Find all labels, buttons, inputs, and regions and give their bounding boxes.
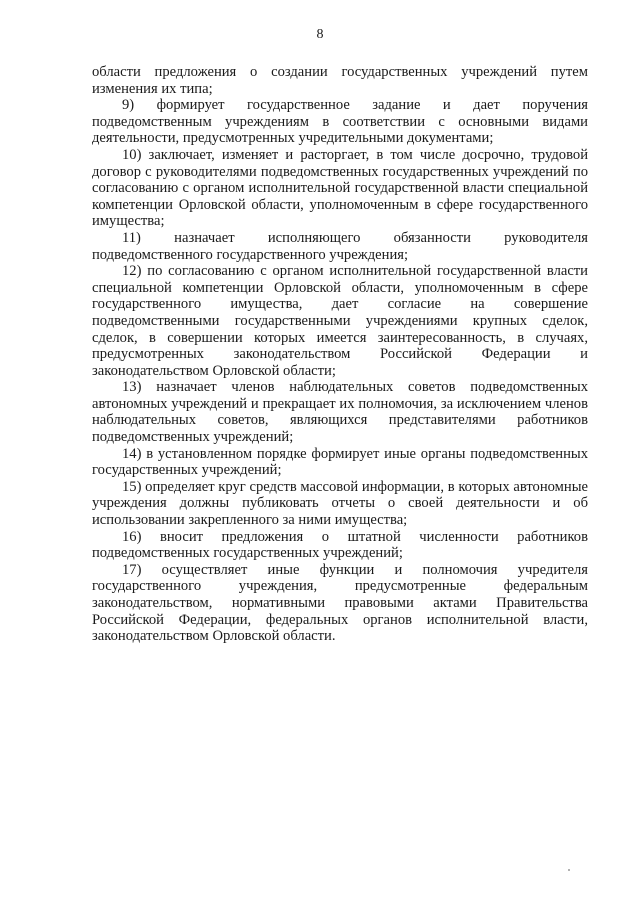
paragraph-item-17: 17) осуществляет иные функции и полномочия учредителя государственного учреждения, предусмотренные федеральным законодательством, нормативными правовыми актами Правительства Российской Федерации, федеральных органов исполнительной власти, законодательством Орловской области. xyxy=(92,561,588,645)
document-body xyxy=(92,64,588,645)
scan-speck xyxy=(568,869,570,871)
paragraph-item-14: 14) в установленном порядке формирует иные органы подведомственных государственных учреждений; xyxy=(92,445,588,479)
paragraph-item-9: 9) формирует государственное задание и дает поручения подведомственным учреждениям в соответствии с основными видами деятельности, предусмотренных учредительными документами; xyxy=(92,97,588,147)
paragraph-item-10: 10) заключает, изменяет и расторгает, в том числе досрочно, трудовой договор с руководителями подведомственных государственных учреждений по согласованию с органом исполнительной государственной власти специальной компетенции Орловской области, уполномоченным в сфере государственного имущества; xyxy=(92,146,588,230)
paragraph-item-16: 16) вносит предложения о штатной численности работников подведомственных государственных учреждений; xyxy=(92,528,588,562)
paragraph-continuation: области предложения о создании государственных учреждений путем изменения их типа; xyxy=(92,64,588,97)
paragraph-item-15: 15) определяет круг средств массовой информации, в которых автономные учреждения должны публиковать отчеты о своей деятельности и об использовании закрепленного за ними имущества; xyxy=(92,478,588,529)
paragraph-item-12: 12) по согласованию с органом исполнительной государственной власти специальной компетенции Орловской области, уполномоченным в сфере государственного имущества, дает согласие на совершение подведомственными государственными учреждениями крупных сделок, сделок, в совершении которых имеется заинтересованность, в случаях, предусмотренных законодательством Российской Федерации и законодательством Орловской области; xyxy=(92,263,588,379)
paragraph-item-13: 13) назначает членов наблюдательных советов подведомственных автономных учреждений и прекращает их полномочия, за исключением членов наблюдательных советов, являющихся представителями работников подведомственных учреждений; xyxy=(92,379,588,446)
paragraph-item-11: 11) назначает исполняющего обязанности руководителя подведомственного государственного учреждения; xyxy=(92,229,588,263)
page-number: 8 xyxy=(316,27,324,42)
